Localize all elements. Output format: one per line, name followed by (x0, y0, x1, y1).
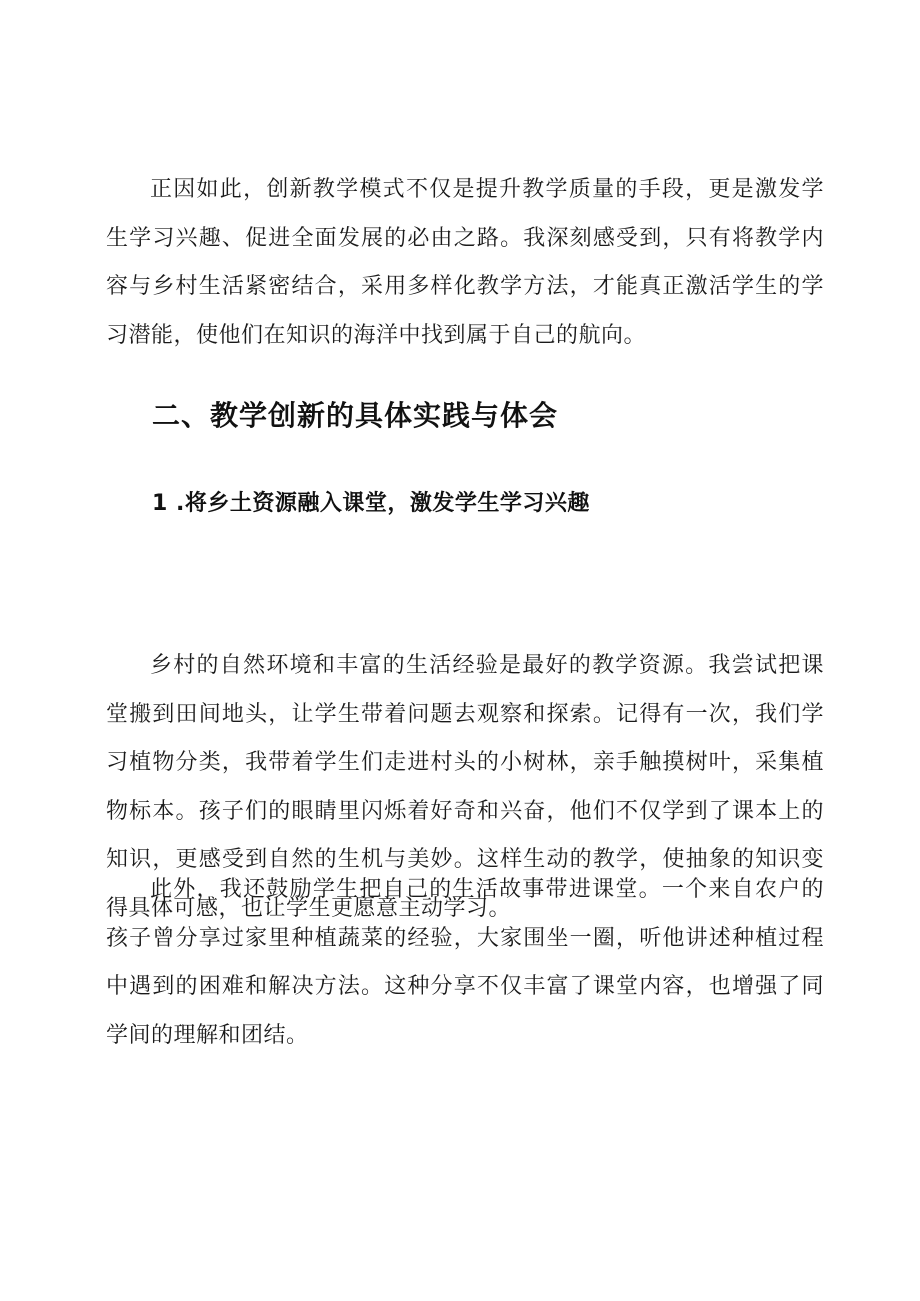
body-paragraph-intro: 正因如此，创新教学模式不仅是提升教学质量的手段，更是激发学生学习兴趣、促进全面发展的必由之路。我深刻感受到，只有将教学内容与乡村生活紧密结合，采用多样化教学方法，才能真正激活学生的学习潜能，使他们在知识的海洋中找到属于自己的航向。 (106, 177, 824, 348)
section-heading: 二、教学创新的具体实践与体会 (152, 399, 559, 432)
body-paragraph-local-resources: 乡村的自然环境和丰富的生活经验是最好的教学资源。我尝试把课堂搬到田间地头，让学生带着问题去观察和探索。记得有一次，我们学习植物分类，我带着学生们走进村头的小树林，亲手触摸树叶，采集植物标本。孩子们的眼睛里闪烁着好奇和兴奋，他们不仅学到了课本上的知识，更感受到自然的生机与美妙。这样生动的教学，使抽象的知识变得具体可感，也让学生更愿意主动学习。 (106, 653, 824, 921)
body-paragraph-life-stories: 此外，我还鼓励学生把自己的生活故事带进课堂。一个来自农户的孩子曾分享过家里种植蔬菜的经验，大家围坐一圈，听他讲述种植过程中遇到的困难和解决方法。这种分享不仅丰富了课堂内容，也增强了同学间的理解和团结。 (106, 877, 824, 1048)
subsection-heading: 1 .将乡土资源融入课堂，激发学生学习兴趣 (152, 491, 590, 516)
